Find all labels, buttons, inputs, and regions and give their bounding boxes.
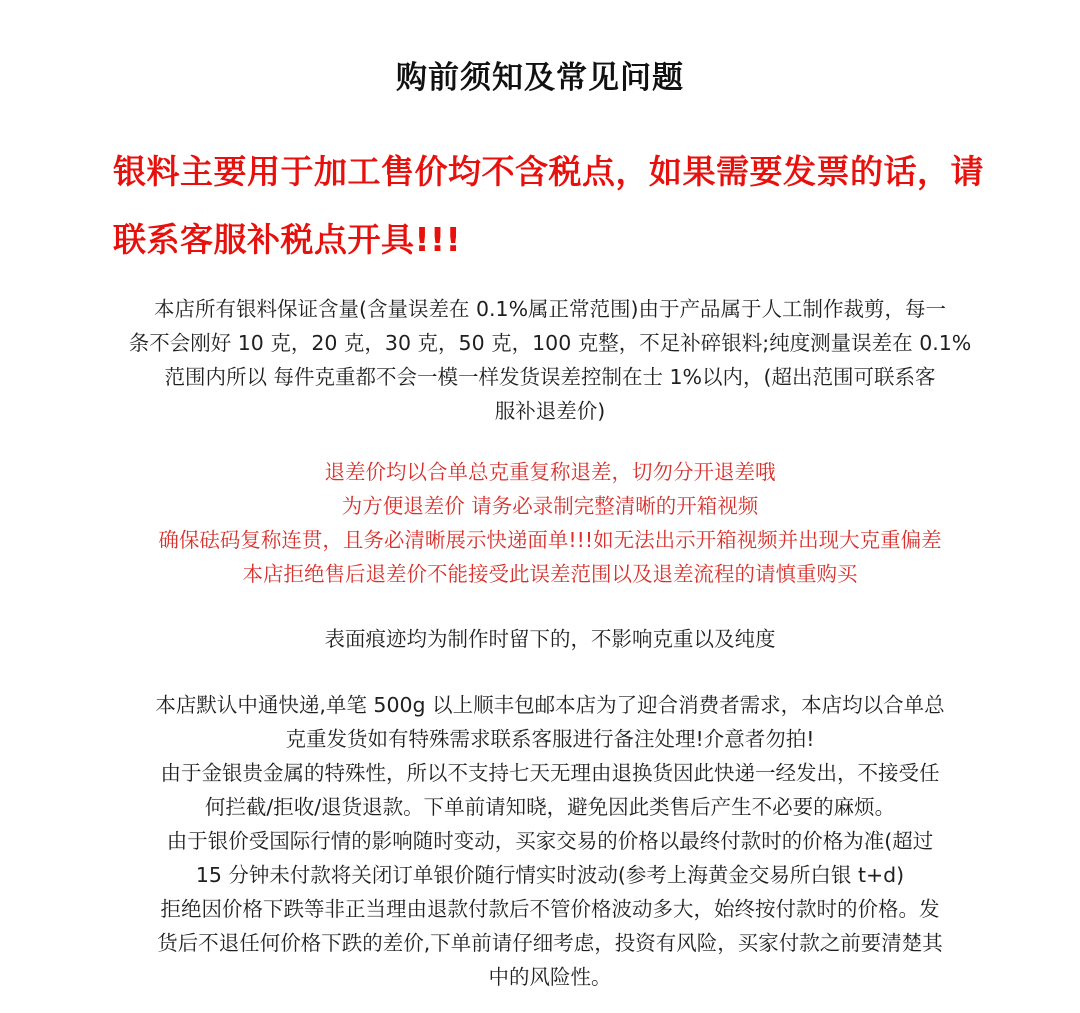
tax-warning-line-2: 联系客服补税点开具!!! (113, 220, 462, 259)
tax-warning-line-1: 银料主要用于加工售价均不含税点，如果需要发票的话，请 (113, 152, 984, 191)
paragraph-line: 服补退差价) (494, 399, 606, 423)
paragraph-line: 何拦截/拒收/退货退款。下单前请知晓，避免因此类售后产生不必要的麻烦。 (204, 795, 896, 819)
paragraph-line: 表面痕迹均为制作时留下的，不影响克重以及纯度 (324, 627, 776, 651)
paragraph-line: 货后不退任何价格下跌的差价,下单前请仔细考虑，投资有风险，买家付款之前要清楚其 (157, 931, 943, 955)
paragraph-line: 为方便退差价 请务必录制完整清晰的开箱视频 (341, 494, 759, 518)
paragraph-line: 15 分钟未付款将关闭订单银价随行情实时波动(参考上海黄金交易所白银 t+d) (195, 863, 905, 887)
content-guarantee-paragraph (100, 292, 1000, 428)
paragraph-line: 范围内所以 每件克重都不会一模一样发货误差控制在士 1%以内，(超出范围可联系客 (164, 365, 936, 389)
paragraph-line: 中的风险性。 (488, 965, 612, 989)
page-title: 购前须知及常见问题 (396, 60, 684, 96)
paragraph-line: 克重发货如有特殊需求联系客服进行备注处理!介意者勿拍! (285, 727, 815, 751)
paragraph-line: 本店所有银料保证含量(含量误差在 0.1%属正常范围)由于产品属于人工制作裁剪，每一 (153, 297, 947, 321)
paragraph-line: 条不会刚好 10 克，20 克，30 克，50 克，100 克整，不足补碎银料;纯度测量误差在 0.1% (128, 331, 972, 355)
paragraph-line: 确保砝码复称连贯，且务必清晰展示快递面单!!!如无法出示开箱视频并出现大克重偏差 (158, 528, 942, 552)
paragraph-line: 本店拒绝售后退差价不能接受此误差范围以及退差流程的请慎重购买 (242, 562, 858, 586)
paragraph-line: 本店默认中通快递,单笔 500g 以上顺丰包邮本店为了迎合消费者需求，本店均以合单总 (155, 693, 945, 717)
paragraph-line: 由于银价受国际行情的影响随时变动，买家交易的价格以最终付款时的价格为准(超过 (166, 829, 934, 853)
paragraph-line: 由于金银贵金属的特殊性，所以不支持七天无理由退换货因此快递一经发出，不接受任 (160, 761, 940, 785)
paragraph-line: 退差价均以合单总克重复称退差，切勿分开退差哦 (324, 460, 776, 484)
surface-marks-note (100, 622, 1000, 656)
shipping-policy-paragraph (100, 688, 1000, 994)
refund-difference-paragraph (100, 455, 1000, 591)
paragraph-line: 拒绝因价格下跌等非正当理由退款付款后不管价格波动多大，始终按付款时的价格。发 (160, 897, 940, 921)
